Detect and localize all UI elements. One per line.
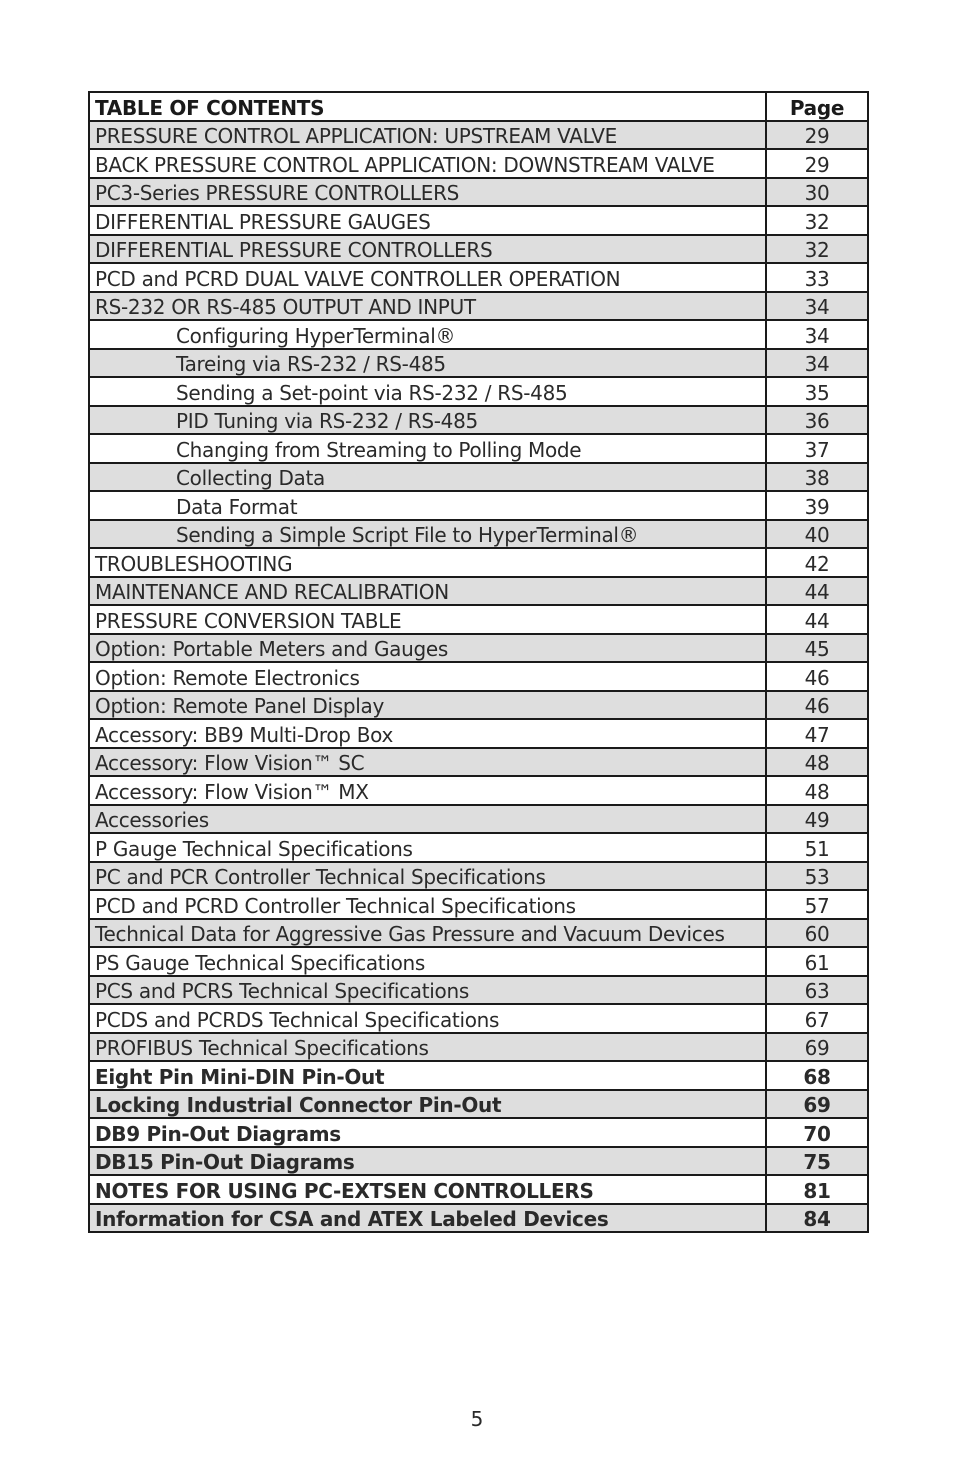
toc-row bbox=[89, 1061, 868, 1090]
toc-row bbox=[89, 1033, 868, 1062]
toc-entry-page: 44 bbox=[766, 577, 868, 606]
table-of-contents bbox=[88, 91, 869, 1233]
toc-entry-page: 34 bbox=[766, 349, 868, 378]
toc-header-title: TABLE OF CONTENTS bbox=[95, 95, 325, 120]
toc-entry-page: 38 bbox=[766, 463, 868, 492]
toc-row bbox=[89, 890, 868, 919]
toc-entry-title: PRESSURE CONVERSION TABLE bbox=[89, 605, 766, 634]
toc-entry-page: 46 bbox=[766, 662, 868, 691]
toc-row bbox=[89, 349, 868, 378]
toc-entry-page: 46 bbox=[766, 691, 868, 720]
toc-entry-page: 75 bbox=[766, 1147, 868, 1176]
toc-entry-page: 68 bbox=[766, 1061, 868, 1090]
toc-row bbox=[89, 634, 868, 663]
toc-row bbox=[89, 149, 868, 178]
toc-row bbox=[89, 919, 868, 948]
toc-entry-page: 33 bbox=[766, 263, 868, 292]
toc-entry-title: Option: Remote Panel Display bbox=[89, 691, 766, 720]
toc-entry-page: 61 bbox=[766, 947, 868, 976]
toc-entry-title: Sending a Simple Script File to HyperTerminal® bbox=[89, 520, 766, 549]
toc-entry-page: 60 bbox=[766, 919, 868, 948]
toc-entry-title: PID Tuning via RS-232 / RS-485 bbox=[89, 406, 766, 435]
toc-row bbox=[89, 776, 868, 805]
toc-entry-page: 81 bbox=[766, 1175, 868, 1204]
toc-entry-page: 30 bbox=[766, 178, 868, 207]
toc-entry-page: 37 bbox=[766, 434, 868, 463]
toc-entry-page: 57 bbox=[766, 890, 868, 919]
toc-row bbox=[89, 1147, 868, 1176]
toc-entry-page: 29 bbox=[766, 149, 868, 178]
toc-entry-title: PRESSURE CONTROL APPLICATION: UPSTREAM VALVE bbox=[89, 121, 766, 150]
toc-row bbox=[89, 605, 868, 634]
toc-row bbox=[89, 1175, 868, 1204]
toc-entry-page: 34 bbox=[766, 292, 868, 321]
toc-entry-page: 39 bbox=[766, 491, 868, 520]
toc-entry-page: 34 bbox=[766, 320, 868, 349]
toc-entry-title: DIFFERENTIAL PRESSURE CONTROLLERS bbox=[89, 235, 766, 264]
toc-row bbox=[89, 320, 868, 349]
toc-row bbox=[89, 976, 868, 1005]
toc-entry-page: 36 bbox=[766, 406, 868, 435]
toc-entry-page: 69 bbox=[766, 1033, 868, 1062]
toc-entry-page: 63 bbox=[766, 976, 868, 1005]
toc-entry-title: Option: Remote Electronics bbox=[89, 662, 766, 691]
toc-row bbox=[89, 178, 868, 207]
toc-entry-title: PC3-Series PRESSURE CONTROLLERS bbox=[89, 178, 766, 207]
toc-entry-page: 45 bbox=[766, 634, 868, 663]
page-number: 5 bbox=[470, 1407, 484, 1431]
toc-entry-title: Tareing via RS-232 / RS-485 bbox=[89, 349, 766, 378]
toc-entry-title: PCD and PCRD Controller Technical Specifications bbox=[89, 890, 766, 919]
toc-entry-page: 69 bbox=[766, 1090, 868, 1119]
toc-row bbox=[89, 691, 868, 720]
toc-row bbox=[89, 662, 868, 691]
toc-row bbox=[89, 463, 868, 492]
toc-row bbox=[89, 577, 868, 606]
toc-entry-title: Technical Data for Aggressive Gas Pressure and Vacuum Devices bbox=[89, 919, 766, 948]
toc-entry-title: PCD and PCRD DUAL VALVE CONTROLLER OPERATION bbox=[89, 263, 766, 292]
toc-entry-title: Locking Industrial Connector Pin-Out bbox=[89, 1090, 766, 1119]
toc-entry-title: Option: Portable Meters and Gauges bbox=[89, 634, 766, 663]
toc-entry-page: 48 bbox=[766, 776, 868, 805]
toc-row bbox=[89, 434, 868, 463]
toc-entry-page: 49 bbox=[766, 805, 868, 834]
toc-row bbox=[89, 292, 868, 321]
toc-entry-title: Accessory: Flow Vision™ SC bbox=[89, 748, 766, 777]
toc-entry-title: PCS and PCRS Technical Specifications bbox=[89, 976, 766, 1005]
toc-entry-title: RS-232 OR RS-485 OUTPUT AND INPUT bbox=[89, 292, 766, 321]
toc-entry-page: 44 bbox=[766, 605, 868, 634]
toc-entry-title: BACK PRESSURE CONTROL APPLICATION: DOWNSTREAM VALVE bbox=[89, 149, 766, 178]
toc-entry-page: 53 bbox=[766, 862, 868, 891]
toc-row bbox=[89, 1090, 868, 1119]
toc-entry-title: Sending a Set-point via RS-232 / RS-485 bbox=[89, 377, 766, 406]
toc-entry-title: NOTES FOR USING PC-EXTSEN CONTROLLERS bbox=[89, 1175, 766, 1204]
toc-entry-page: 47 bbox=[766, 719, 868, 748]
toc-entry-title: Changing from Streaming to Polling Mode bbox=[89, 434, 766, 463]
toc-entry-title: DB9 Pin-Out Diagrams bbox=[89, 1118, 766, 1147]
toc-entry-title: Information for CSA and ATEX Labeled Devices bbox=[89, 1204, 766, 1233]
toc-row bbox=[89, 1118, 868, 1147]
toc-row bbox=[89, 377, 868, 406]
toc-row bbox=[89, 833, 868, 862]
toc-entry-title: Accessories bbox=[89, 805, 766, 834]
toc-entry-title: Collecting Data bbox=[89, 463, 766, 492]
toc-row bbox=[89, 805, 868, 834]
toc-row bbox=[89, 719, 868, 748]
toc-row bbox=[89, 235, 868, 264]
toc-row bbox=[89, 1004, 868, 1033]
toc-entry-title: Accessory: BB9 Multi-Drop Box bbox=[89, 719, 766, 748]
toc-row bbox=[89, 862, 868, 891]
toc-row bbox=[89, 947, 868, 976]
toc-row bbox=[89, 206, 868, 235]
toc-entry-page: 84 bbox=[766, 1204, 868, 1233]
toc-row bbox=[89, 263, 868, 292]
toc-entry-page: 67 bbox=[766, 1004, 868, 1033]
toc-header-row bbox=[89, 92, 868, 121]
toc-row bbox=[89, 406, 868, 435]
toc-entry-title: PCDS and PCRDS Technical Specifications bbox=[89, 1004, 766, 1033]
toc-entry-title: PS Gauge Technical Specifications bbox=[89, 947, 766, 976]
toc-entry-page: 40 bbox=[766, 520, 868, 549]
toc-entry-title: MAINTENANCE AND RECALIBRATION bbox=[89, 577, 766, 606]
toc-header-page: Page bbox=[766, 92, 868, 121]
toc-entry-title: DIFFERENTIAL PRESSURE GAUGES bbox=[89, 206, 766, 235]
toc-row bbox=[89, 548, 868, 577]
toc-row bbox=[89, 121, 868, 150]
toc-entry-title: PC and PCR Controller Technical Specifications bbox=[89, 862, 766, 891]
toc-entry-page: 42 bbox=[766, 548, 868, 577]
toc-entry-title: DB15 Pin-Out Diagrams bbox=[89, 1147, 766, 1176]
toc-entry-title: PROFIBUS Technical Specifications bbox=[89, 1033, 766, 1062]
toc-entry-page: 32 bbox=[766, 206, 868, 235]
toc-entry-title: Configuring HyperTerminal® bbox=[89, 320, 766, 349]
toc-row bbox=[89, 520, 868, 549]
toc-entry-page: 29 bbox=[766, 121, 868, 150]
toc-row bbox=[89, 748, 868, 777]
toc-row bbox=[89, 491, 868, 520]
toc-entry-page: 35 bbox=[766, 377, 868, 406]
toc-entry-title: TROUBLESHOOTING bbox=[89, 548, 766, 577]
toc-entry-page: 32 bbox=[766, 235, 868, 264]
toc-row bbox=[89, 1204, 868, 1233]
toc-entry-page: 48 bbox=[766, 748, 868, 777]
toc-entry-title: Accessory: Flow Vision™ MX bbox=[89, 776, 766, 805]
toc-entry-page: 70 bbox=[766, 1118, 868, 1147]
toc-entry-title: P Gauge Technical Specifications bbox=[89, 833, 766, 862]
toc-entry-page: 51 bbox=[766, 833, 868, 862]
toc-entry-title: Eight Pin Mini-DIN Pin-Out bbox=[89, 1061, 766, 1090]
toc-entry-title: Data Format bbox=[89, 491, 766, 520]
